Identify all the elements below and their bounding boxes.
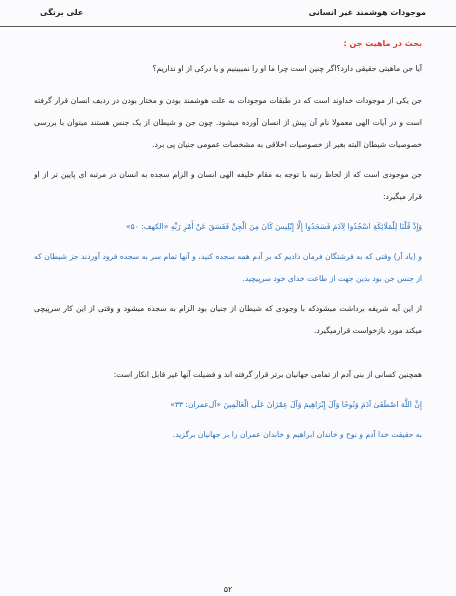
verse-text: وَإِذْ قُلْنَا لِلْمَلَائِكَةِ اسْجُدُوا لِآدَمَ فَسَجَدُوا إِلَّا إِبْلِيسَ كَانَ مِنَ الْجِنِّ فَفَسَقَ عَنْ أَمْرِ رَبِّهِ	[170, 222, 422, 231]
verse-text: إِنَّ اللَّهَ اصْطَفَىٰ آدَمَ وَنُوحًا وَآلَ إِبْرَاهِيمَ وَآلَ عِمْرَانَ عَلَى الْعَالَمِينَ	[223, 400, 422, 409]
header-title: موجودات هوشمند غیر انسانی	[308, 8, 426, 17]
quran-verse-imran	[34, 394, 422, 416]
paragraph-conclusion: از این آیه شریفه برداشت میشودکه با وجودی که شیطان از جنیان بود الزام به سجده میشود و وقتی از این کار سرپیچی میکند مورد بازخواست قرارمیگیرد.	[34, 304, 422, 335]
verse-reference: «الکهف: ۵۰»	[125, 222, 169, 231]
header-author: علی برنگی	[40, 8, 84, 17]
paragraph-rank: جن موجودی است که از لحاظ رتبه با توجه به مقام خلیفه الهی انسان و الزام سجده به انسان در مرتبه ای پایین تر از او قرار میگیرد:	[34, 170, 422, 201]
paragraph-superiority: همچنین کسانی از بنی آدم از تمامی جهانیان برتر قرار گرفته اند و فضیلت آنها غیر قابل انکار است:	[113, 370, 422, 379]
page-header	[0, 0, 456, 27]
verse-translation: به حقیقت خدا آدم و نوح و خاندان ابراهیم و خاندان عمران را بر جهانیان برگزید.	[172, 430, 422, 439]
quran-verse-kahf	[34, 216, 422, 238]
page-content	[34, 36, 422, 446]
verse-reference: «آل‌عمران: ۳۳»	[170, 400, 222, 409]
page-number: ۵۲	[223, 585, 233, 594]
paragraph-question: آیا جن ماهیتی حقیقی دارد؟اگر چنین است چرا ما او را نمیبینیم و یا درکی از او نداریم؟	[152, 64, 422, 73]
paragraph-definition: جن یکی از موجودات خداوند است که در طبقات موجودات به علت هوشمند بودن و مختار بودن در ردیف انسان قرار گرفته است و در آیات الهی معمولا نام آن پیش از انسان آورده میشود. چون جن و شیطان از یک جنس هستند میتوان با بررسی خصوصیات شیطان البته بغیر از خصوصیات اخلاقی به مشخصات عمومی جنیان پی برد.	[34, 96, 422, 149]
section-heading: بحث در ماهیت جن :	[343, 39, 422, 48]
verse-translation: و (یاد آر) وقتی که به فرشتگان فرمان دادیم که بر آدم همه سجده کنید، و آنها تمام سر به سجده فرود آوردند جز شیطان که از جنس جن بود بدین جهت از طاعت خدای خود سرپیچید.	[34, 252, 422, 283]
